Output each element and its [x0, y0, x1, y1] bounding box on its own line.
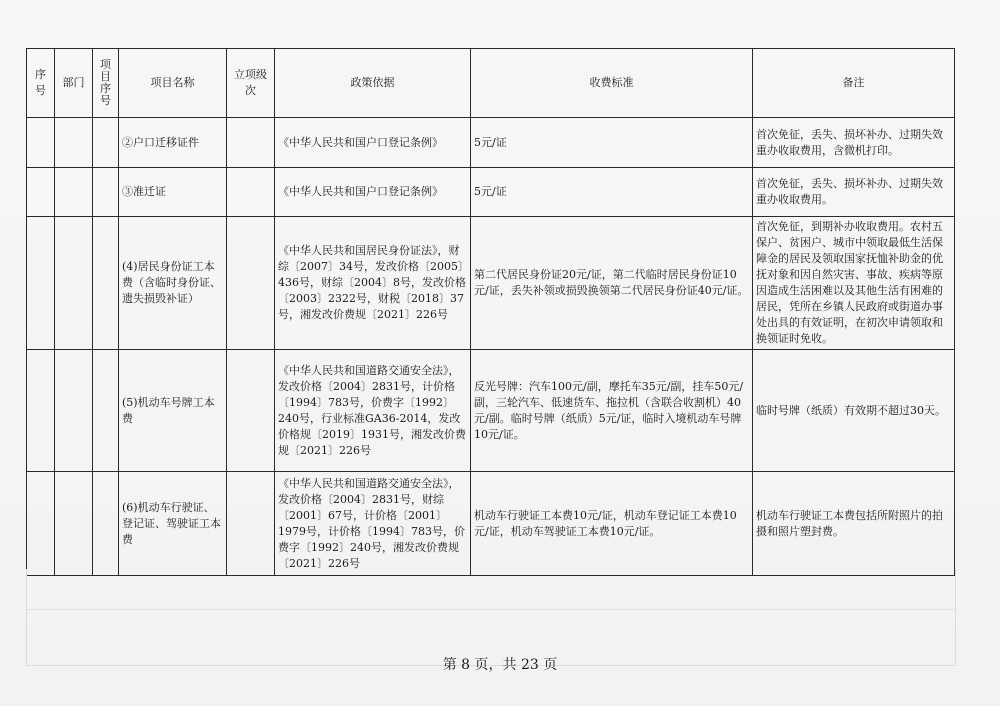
cell-item-seq — [93, 217, 119, 350]
cell-item-seq — [93, 350, 119, 472]
header-dept: 部门 — [55, 49, 93, 118]
cell-item-seq — [93, 472, 119, 576]
cell-item-name: ③准迁证 — [119, 168, 227, 217]
cell-seq — [27, 472, 55, 576]
cell-approval-level — [227, 350, 275, 472]
page-number: 第 8 页，共 23 页 — [442, 657, 558, 673]
faint-show-through-rows — [26, 569, 956, 666]
cell-remarks: 首次免征，到期补办收取费用。农村五保户、贫困户、城市中领取最低生活保障金的居民及领取国家抚恤补助金的优抚对象和因自然灾害、事故、疾病等原因造成生活困难以及其他生活有困难的居民，凭所在乡镇人民政府或街道办事处出具的有效证明，在初次申请领取和换领证时免收。 — [753, 217, 955, 350]
cell-dept — [55, 472, 93, 576]
cell-remarks: 机动车行驶证工本费包括所附照片的拍摄和照片塑封费。 — [753, 472, 955, 576]
cell-item-seq — [93, 168, 119, 217]
cell-remarks: 首次免征，丢失、损坏补办、过期失效重办收取费用，含微机打印。 — [753, 118, 955, 168]
cell-fee-standard: 第二代居民身份证20元/证，第二代临时居民身份证10元/证，丢失补领或损毁换领第二代居民身份证40元/证。 — [471, 217, 753, 350]
cell-seq — [27, 350, 55, 472]
fee-table — [26, 48, 955, 576]
cell-dept — [55, 350, 93, 472]
cell-approval-level — [227, 118, 275, 168]
cell-dept — [55, 217, 93, 350]
cell-fee-standard: 5元/证 — [471, 118, 753, 168]
cell-item-name: ②户口迁移证件 — [119, 118, 227, 168]
cell-fee-standard: 反光号牌：汽车100元/副，摩托车35元/副，挂车50元/副，三轮汽车、低速货车、拖拉机（含联合收割机）40元/副。临时号牌（纸质）5元/证，临时入境机动车号牌10元/证。 — [471, 350, 753, 472]
cell-fee-standard: 机动车行驶证工本费10元/证，机动车登记证工本费10元/证，机动车驾驶证工本费10元/证。 — [471, 472, 753, 576]
table-row — [27, 217, 955, 350]
cell-item-seq — [93, 118, 119, 168]
cell-approval-level — [227, 168, 275, 217]
header-seq: 序号 — [27, 49, 55, 118]
table-row — [27, 168, 955, 217]
cell-policy-basis: 《中华人民共和国居民身份证法》，财综〔2007〕34号，发改价格〔2005〕436号，财综〔2004〕8号，发改价格〔2003〕2322号，财税〔2018〕37号，湘发改价费规〔2021〕226号 — [275, 217, 471, 350]
cell-dept — [55, 168, 93, 217]
header-approval-level: 立项级次 — [227, 49, 275, 118]
cell-seq — [27, 118, 55, 168]
table-row — [27, 118, 955, 168]
cell-item-name: (6)机动车行驶证、登记证、驾驶证工本费 — [119, 472, 227, 576]
cell-approval-level — [227, 217, 275, 350]
cell-policy-basis: 《中华人民共和国户口登记条例》 — [275, 168, 471, 217]
header-item-name: 项目名称 — [119, 49, 227, 118]
cell-item-name: (5)机动车号牌工本费 — [119, 350, 227, 472]
cell-seq — [27, 217, 55, 350]
header-item-seq: 项目序号 — [93, 49, 119, 118]
cell-item-name: (4)居民身份证工本费（含临时身份证、遗失损毁补证） — [119, 217, 227, 350]
cell-policy-basis: 《中华人民共和国道路交通安全法》，发改价格〔2004〕2831号，财综〔2001〕67号，计价格〔2001〕1979号，计价格〔1994〕783号，价费字〔1992〕240号，湘发改价费规〔2021〕226号 — [275, 472, 471, 576]
cell-remarks: 临时号牌（纸质）有效期不超过30天。 — [753, 350, 955, 472]
table-row — [27, 472, 955, 576]
cell-approval-level — [227, 472, 275, 576]
table-row — [27, 350, 955, 472]
header-policy-basis: 政策依据 — [275, 49, 471, 118]
cell-policy-basis: 《中华人民共和国户口登记条例》 — [275, 118, 471, 168]
cell-seq — [27, 168, 55, 217]
cell-dept — [55, 118, 93, 168]
table-header-row — [27, 49, 955, 118]
header-remarks: 备注 — [753, 49, 955, 118]
cell-fee-standard: 5元/证 — [471, 168, 753, 217]
faint-show-through-header — [410, 30, 570, 44]
header-fee-standard: 收费标准 — [471, 49, 753, 118]
cell-policy-basis: 《中华人民共和国道路交通安全法》，发改价格〔2004〕2831号，计价格〔1994〕783号，价费字〔1992〕240号，行业标准GA36-2014，发改价格规〔2019〕1931号，湘发改价费规〔2021〕226号 — [275, 350, 471, 472]
cell-remarks: 首次免征，丢失、损坏补办、过期失效重办收取费用。 — [753, 168, 955, 217]
